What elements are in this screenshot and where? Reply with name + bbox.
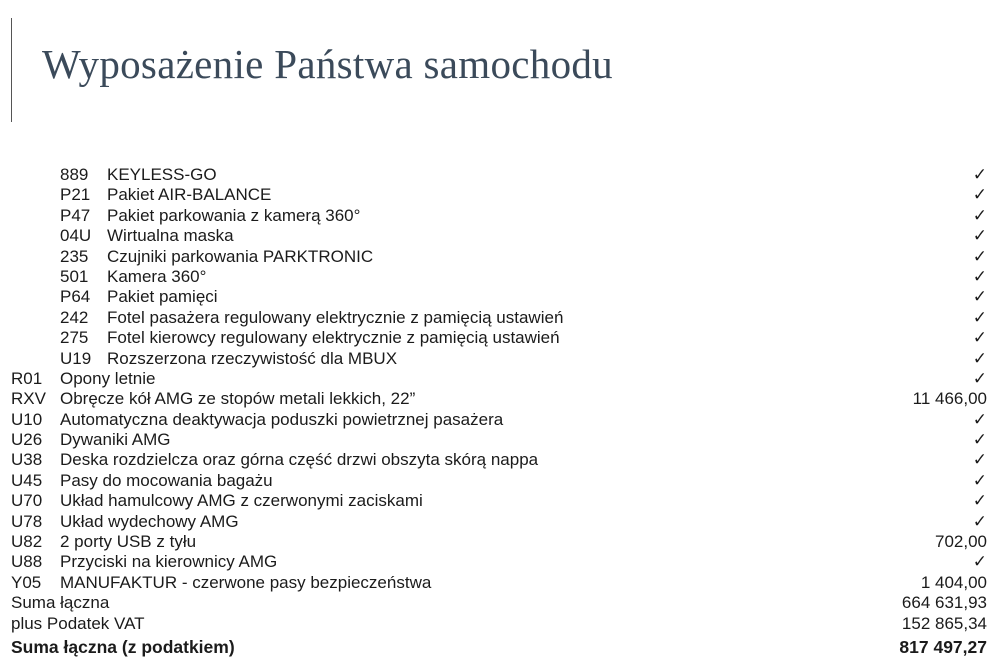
item-code: 242 (60, 307, 89, 327)
check-icon: ✓ (972, 450, 987, 470)
item-code: U38 (11, 450, 43, 470)
item-description: Pakiet AIR-BALANCE (107, 185, 272, 205)
list-item (0, 267, 1000, 287)
item-description: Deska rozdzielcza oraz górna część drzwi obszyta skórą nappa (60, 450, 539, 470)
list-item (0, 532, 1000, 552)
check-icon: ✓ (972, 470, 987, 490)
item-code: U70 (11, 491, 43, 511)
list-item (0, 512, 1000, 532)
list-item (0, 185, 1000, 205)
item-code: 235 (60, 246, 89, 266)
list-item (0, 491, 1000, 511)
item-code: U78 (11, 511, 43, 531)
item-code: U82 (11, 532, 43, 552)
item-code: U10 (11, 409, 43, 429)
list-item (0, 206, 1000, 226)
equipment-list (0, 165, 1000, 660)
check-icon: ✓ (972, 368, 987, 388)
check-icon: ✓ (972, 307, 987, 327)
item-code: U45 (11, 470, 43, 490)
list-item (0, 165, 1000, 185)
item-description: Obręcze kół AMG ze stopów metali lekkich, 22” (60, 389, 416, 409)
vat-value: 152 865,34 (901, 613, 987, 633)
item-description: Układ wydechowy AMG (60, 511, 239, 531)
list-item (0, 226, 1000, 246)
check-icon: ✓ (972, 511, 987, 531)
item-code: RXV (11, 389, 46, 409)
list-item (0, 471, 1000, 491)
check-icon: ✓ (972, 328, 987, 348)
check-icon: ✓ (972, 246, 987, 266)
item-description: Przyciski na kierownicy AMG (60, 552, 278, 572)
check-icon: ✓ (972, 226, 987, 246)
list-item (0, 430, 1000, 450)
item-code: P64 (60, 287, 91, 307)
item-code: Y05 (11, 572, 42, 592)
list-item (0, 308, 1000, 328)
left-vertical-rule (11, 18, 12, 122)
item-description: MANUFAKTUR - czerwone pasy bezpieczeństwa (60, 572, 432, 592)
item-description: Pakiet pamięci (107, 287, 218, 307)
list-item (0, 573, 1000, 593)
item-description: Czujniki parkowania PARKTRONIC (107, 246, 374, 266)
item-code: P21 (60, 185, 91, 205)
page-title: Wyposażenie Państwa samochodu (42, 41, 613, 87)
check-icon: ✓ (972, 552, 987, 572)
list-item (0, 247, 1000, 267)
check-icon: ✓ (972, 430, 987, 450)
item-price: 11 466,00 (912, 389, 987, 409)
list-item (0, 552, 1000, 572)
list-item (0, 369, 1000, 389)
item-code: U19 (60, 348, 92, 368)
check-icon: ✓ (972, 185, 987, 205)
check-icon: ✓ (972, 266, 987, 286)
item-description: Rozszerzona rzeczywistość dla MBUX (107, 348, 398, 368)
list-item (0, 450, 1000, 470)
item-price: 1 404,00 (920, 572, 987, 592)
check-icon: ✓ (972, 165, 987, 184)
check-icon: ✓ (972, 409, 987, 429)
item-code: 04U (60, 226, 92, 246)
list-item (0, 410, 1000, 430)
total-row (0, 634, 1000, 660)
item-description: Fotel pasażera regulowany elektrycznie z pamięcią ustawień (107, 307, 564, 327)
check-icon: ✓ (972, 287, 987, 307)
item-code: 889 (60, 165, 89, 184)
total-value: 817 497,27 (899, 636, 987, 657)
list-item (0, 349, 1000, 369)
item-description: Dywaniki AMG (60, 430, 171, 450)
item-code: U26 (11, 430, 43, 450)
check-icon: ✓ (972, 491, 987, 511)
list-item (0, 389, 1000, 409)
item-description: Wirtualna maska (107, 226, 234, 246)
item-code: P47 (60, 205, 91, 225)
item-code: 275 (60, 328, 89, 348)
total-label: Suma łączna (z podatkiem) (11, 636, 235, 657)
item-description: Pasy do mocowania bagażu (60, 470, 273, 490)
subtotal-label: Suma łączna (11, 593, 110, 613)
item-description: Opony letnie (60, 368, 156, 388)
list-item (0, 287, 1000, 307)
item-description: Kamera 360° (107, 266, 207, 286)
item-description: Fotel kierowcy regulowany elektrycznie z pamięcią ustawień (107, 328, 560, 348)
item-description: Układ hamulcowy AMG z czerwonymi zaciskami (60, 491, 423, 511)
item-description: KEYLESS-GO (107, 165, 217, 184)
check-icon: ✓ (972, 205, 987, 225)
vat-label: plus Podatek VAT (11, 613, 145, 633)
subtotal-row (0, 593, 1000, 613)
item-description: Automatyczna deaktywacja poduszki powietrznej pasażera (60, 409, 504, 429)
item-description: 2 porty USB z tyłu (60, 532, 197, 552)
item-price: 702,00 (935, 532, 987, 552)
subtotal-value: 664 631,93 (901, 593, 987, 613)
vat-row (0, 614, 1000, 634)
item-code: U88 (11, 552, 43, 572)
check-icon: ✓ (972, 348, 987, 368)
item-description: Pakiet parkowania z kamerą 360° (107, 205, 361, 225)
list-item (0, 328, 1000, 348)
item-code: R01 (11, 368, 43, 388)
item-code: 501 (60, 266, 89, 286)
